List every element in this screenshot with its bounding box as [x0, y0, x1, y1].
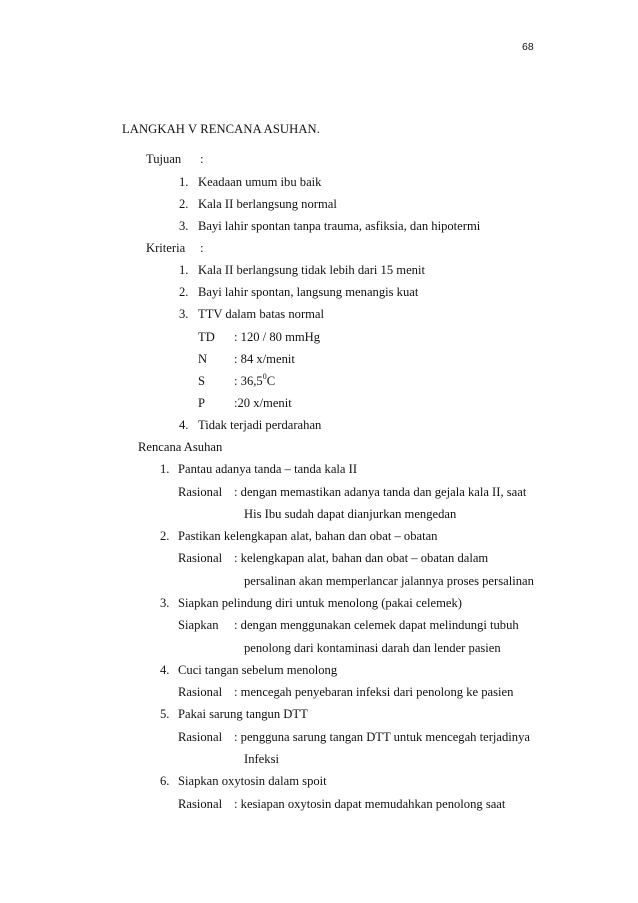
- rencana-item-text: Siapkan pelindung diri untuk menolong (pakai celemek): [178, 596, 462, 610]
- rencana-sub-line: His Ibu sudah dapat dianjurkan mengedan: [244, 507, 457, 521]
- rencana-sub-label: Siapkan: [178, 618, 219, 632]
- tujuan-item-text: Keadaan umum ibu baik: [198, 175, 322, 189]
- rencana-item-num: 2.: [160, 529, 170, 543]
- rencana-item-text: Siapkan oxytosin dalam spoit: [178, 774, 327, 788]
- rencana-sub-line: : pengguna sarung tangan DTT untuk mencegah terjadinya: [234, 730, 530, 744]
- rencana-item-text: Pastikan kelengkapan alat, bahan dan obat – obatan: [178, 529, 438, 543]
- kriteria-item-text: Bayi lahir spontan, langsung menangis kuat: [198, 285, 419, 299]
- kriteria-item-num: 4.: [179, 418, 189, 432]
- vital-superscript: 0: [262, 371, 267, 381]
- vital-label: S: [198, 374, 206, 388]
- vital-label: N: [198, 352, 208, 366]
- kriteria-item-text: Kala II berlangsung tidak lebih dari 15 menit: [198, 263, 425, 277]
- tujuan-colon: :: [200, 152, 204, 166]
- tujuan-label: Tujuan: [146, 152, 182, 166]
- rencana-sub-line: : mencegah penyebaran infeksi dari penolong ke pasien: [234, 685, 514, 699]
- rencana-sub-line: : kesiapan oxytosin dapat memudahkan penolong saat: [234, 797, 506, 811]
- vital-suffix: C: [266, 374, 276, 388]
- rencana-sub-label: Rasional: [178, 485, 223, 499]
- tujuan-item-text: Bayi lahir spontan tanpa trauma, asfiksia, dan hipotermi: [198, 219, 481, 233]
- rencana-item-num: 5.: [160, 707, 170, 721]
- vital-label: P: [198, 396, 206, 410]
- vital-value: : 36,5: [234, 374, 263, 388]
- vital-value-temperature: [234, 371, 276, 389]
- rencana-item-text: Pakai sarung tangun DTT: [178, 707, 308, 721]
- rencana-sub-line: : kelengkapan alat, bahan dan obat – obatan dalam: [234, 551, 489, 565]
- vital-label: TD: [198, 330, 215, 344]
- tujuan-item-text: Kala II berlangsung normal: [198, 197, 337, 211]
- vital-value: : 120 / 80 mmHg: [234, 330, 321, 344]
- kriteria-item-text: Tidak terjadi perdarahan: [198, 418, 322, 432]
- rencana-sub-line: penolong dari kontaminasi darah dan lender pasien: [244, 641, 501, 655]
- kriteria-item-text: TTV dalam batas normal: [198, 307, 325, 321]
- vital-value: : 84 x/menit: [234, 352, 295, 366]
- rencana-sub-label: Rasional: [178, 730, 223, 744]
- kriteria-item-num: 1.: [179, 263, 189, 277]
- rencana-item-num: 4.: [160, 663, 170, 677]
- rencana-sub-line: persalinan akan memperlancar jalannya proses persalinan: [244, 574, 534, 588]
- rencana-sub-line: : dengan memastikan adanya tanda dan gejala kala II, saat: [234, 485, 527, 499]
- kriteria-item-num: 3.: [179, 307, 189, 321]
- rencana-item-text: Cuci tangan sebelum menolong: [178, 663, 338, 677]
- page-number: 68: [522, 41, 534, 53]
- rencana-sub-line: Infeksi: [244, 752, 279, 766]
- section-heading: LANGKAH V RENCANA ASUHAN.: [122, 122, 320, 136]
- rencana-label: Rencana Asuhan: [138, 440, 223, 454]
- tujuan-item-num: 2.: [179, 197, 189, 211]
- rencana-item-num: 3.: [160, 596, 170, 610]
- tujuan-item-num: 3.: [179, 219, 189, 233]
- rencana-item-text: Pantau adanya tanda – tanda kala II: [178, 462, 358, 476]
- rencana-sub-label: Rasional: [178, 685, 223, 699]
- tujuan-item-num: 1.: [179, 175, 189, 189]
- rencana-sub-label: Rasional: [178, 551, 223, 565]
- rencana-item-num: 6.: [160, 774, 170, 788]
- kriteria-item-num: 2.: [179, 285, 189, 299]
- rencana-item-num: 1.: [160, 462, 170, 476]
- vital-value: :20 x/menit: [234, 396, 292, 410]
- rencana-sub-label: Rasional: [178, 797, 223, 811]
- kriteria-colon: :: [200, 241, 204, 255]
- kriteria-label: Kriteria: [146, 241, 186, 255]
- rencana-sub-line: : dengan menggunakan celemek dapat melindungi tubuh: [234, 618, 519, 632]
